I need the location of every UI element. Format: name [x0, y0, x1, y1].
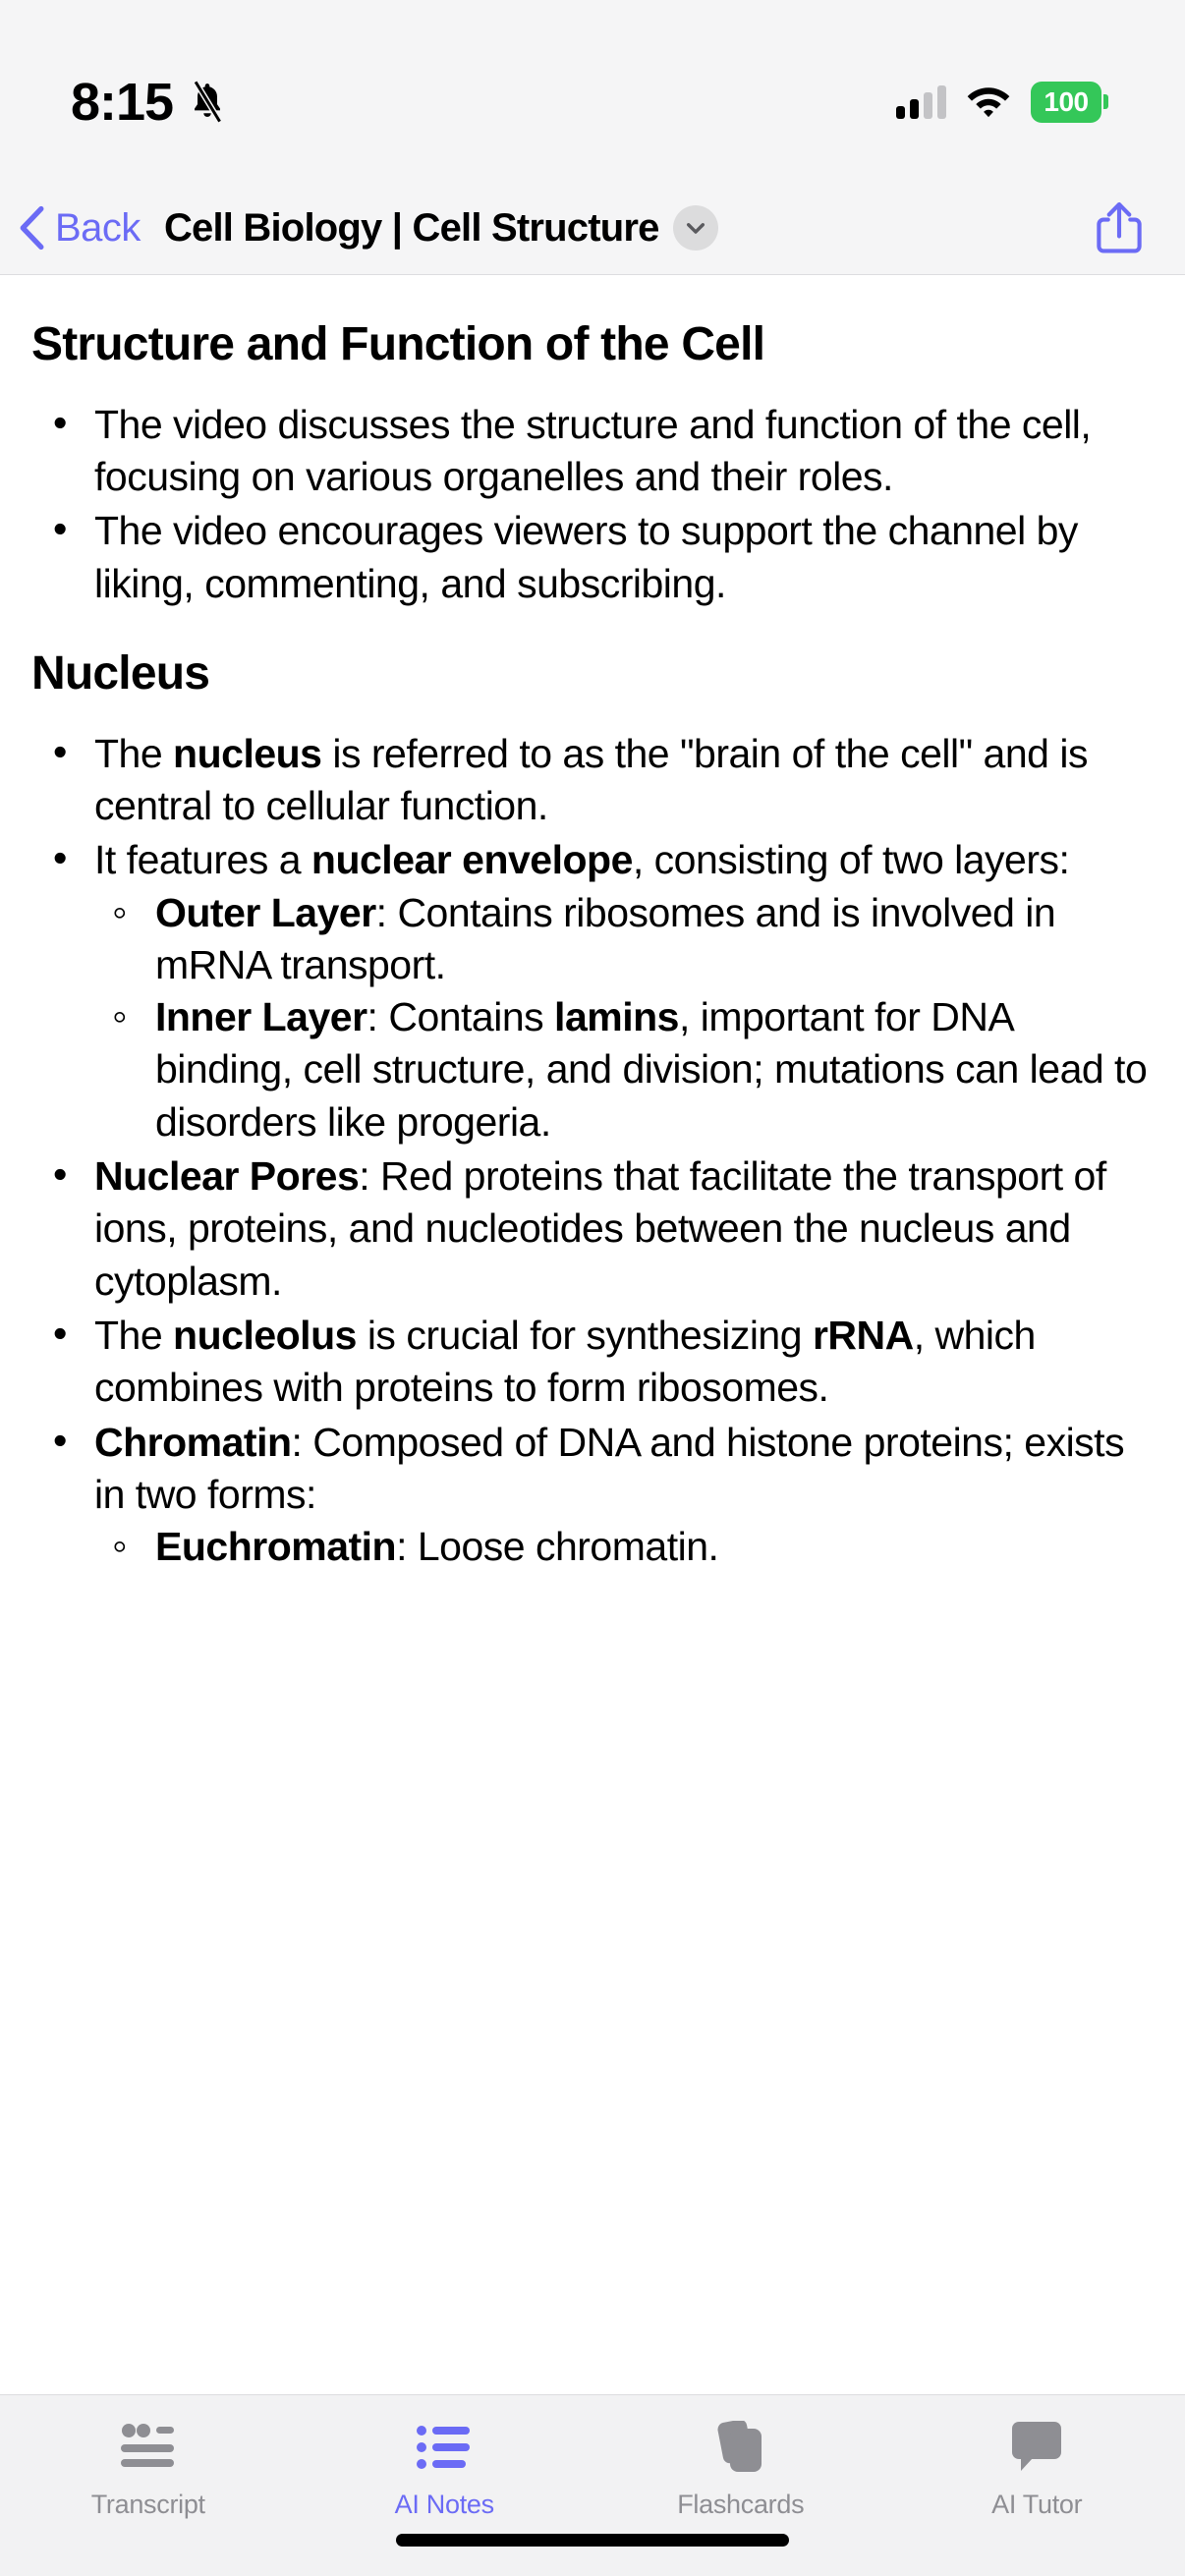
transcript-quote-icon — [119, 2419, 178, 2476]
chevron-left-icon — [16, 205, 49, 251]
list-item-text: : Composed of DNA and histone proteins; exists in two forms: — [94, 1419, 1125, 1517]
bulleted-list-icon — [417, 2419, 472, 2476]
list-item — [35, 834, 1159, 1148]
list-item-text: is crucial for synthesizing — [356, 1312, 813, 1358]
status-bar-left — [71, 72, 228, 133]
tab-ai-notes[interactable] — [297, 2419, 593, 2520]
back-button-label: Back — [55, 205, 141, 250]
list-item-text: It features a — [94, 837, 311, 883]
nav-title-group[interactable] — [164, 205, 1093, 251]
sub-bullet-list — [94, 887, 1159, 1148]
sub-list-item — [94, 887, 1159, 992]
list-item-text: : Red proteins that facilitate the transport of ions, proteins, and nucleotides between the nucleus and cytoplasm. — [94, 1153, 1106, 1304]
list-item — [35, 399, 1159, 504]
list-item-term: Nuclear Pores — [94, 1153, 360, 1200]
list-item — [35, 1150, 1159, 1308]
battery-indicator — [1031, 82, 1108, 123]
speech-bubble-icon — [1009, 2419, 1064, 2476]
sub-bullet-list — [94, 1521, 1159, 1573]
list-item-term: Chromatin — [94, 1419, 292, 1465]
notes-content[interactable] — [0, 275, 1185, 2576]
list-item-text: The video discusses the structure and function of the cell, focusing on various organelles and their roles. — [94, 401, 1092, 500]
list-item — [35, 1310, 1159, 1415]
battery-percent: 100 — [1044, 85, 1089, 117]
tab-label: AI Tutor — [991, 2490, 1083, 2519]
list-item-term: nuclear envelope — [310, 837, 633, 883]
list-item — [35, 505, 1159, 610]
list-item-text: is referred to as the "brain of the cell" and is central to cellular function. — [94, 730, 1088, 828]
home-indicator — [396, 2534, 789, 2547]
list-item-text: , which combines with proteins to form ribosomes. — [94, 1312, 1036, 1411]
bell-slash-icon — [187, 80, 228, 125]
page-title: Cell Biology | Cell Structure — [163, 205, 659, 250]
bullet-list — [35, 399, 1159, 610]
status-bar — [0, 0, 1185, 182]
bullet-list — [35, 728, 1159, 1574]
list-item-text: The — [94, 1312, 174, 1358]
sub-list-item — [94, 991, 1159, 1148]
sub-list-item-term: Inner Layer — [155, 994, 367, 1040]
stacked-cards-icon — [712, 2419, 769, 2476]
sub-list-item — [94, 1521, 1159, 1573]
share-icon[interactable] — [1093, 198, 1146, 257]
list-item-text: , consisting of two layers: — [632, 837, 1070, 883]
cellular-bars-icon — [896, 85, 946, 119]
sub-list-item-text: , important for DNA binding, cell structure, and division; mutations can lead to disorders like progeria. — [155, 994, 1148, 1145]
list-item-text: The — [94, 730, 174, 776]
list-item-term: nucleus — [173, 730, 322, 776]
list-item — [35, 1417, 1159, 1574]
tab-transcript[interactable] — [0, 2419, 297, 2520]
status-bar-right — [896, 82, 1108, 123]
sub-list-item-text: : Contains — [367, 994, 555, 1040]
tab-label: AI Notes — [394, 2490, 494, 2519]
navigation-bar — [0, 182, 1185, 275]
section-heading: Structure and Function of the Cell — [31, 318, 765, 370]
sub-list-item-term: Outer Layer — [155, 889, 376, 935]
wifi-icon — [966, 85, 1011, 119]
back-button[interactable] — [16, 205, 141, 251]
sub-list-item-text: : Contains ribosomes and is involved in mRNA transport. — [155, 889, 1056, 987]
list-item-text: The video encourages viewers to support the channel by liking, commenting, and subscribing. — [94, 508, 1078, 606]
tab-label: Transcript — [90, 2490, 205, 2519]
sub-list-item-term: Euchromatin — [155, 1524, 397, 1570]
sub-list-item-text: : Loose chromatin. — [396, 1524, 719, 1570]
tab-ai-tutor[interactable] — [889, 2419, 1185, 2520]
list-item-term: rRNA — [812, 1312, 914, 1358]
bottom-tab-bar — [0, 2394, 1185, 2576]
list-item-term: nucleolus — [173, 1312, 357, 1358]
list-item — [35, 728, 1159, 833]
tab-label: Flashcards — [677, 2490, 805, 2519]
tab-flashcards[interactable] — [592, 2419, 889, 2520]
status-time: 8:15 — [71, 72, 174, 132]
chevron-down-icon[interactable] — [673, 205, 718, 251]
sub-list-item-term: lamins — [554, 994, 679, 1040]
section-heading: Nucleus — [31, 646, 210, 700]
